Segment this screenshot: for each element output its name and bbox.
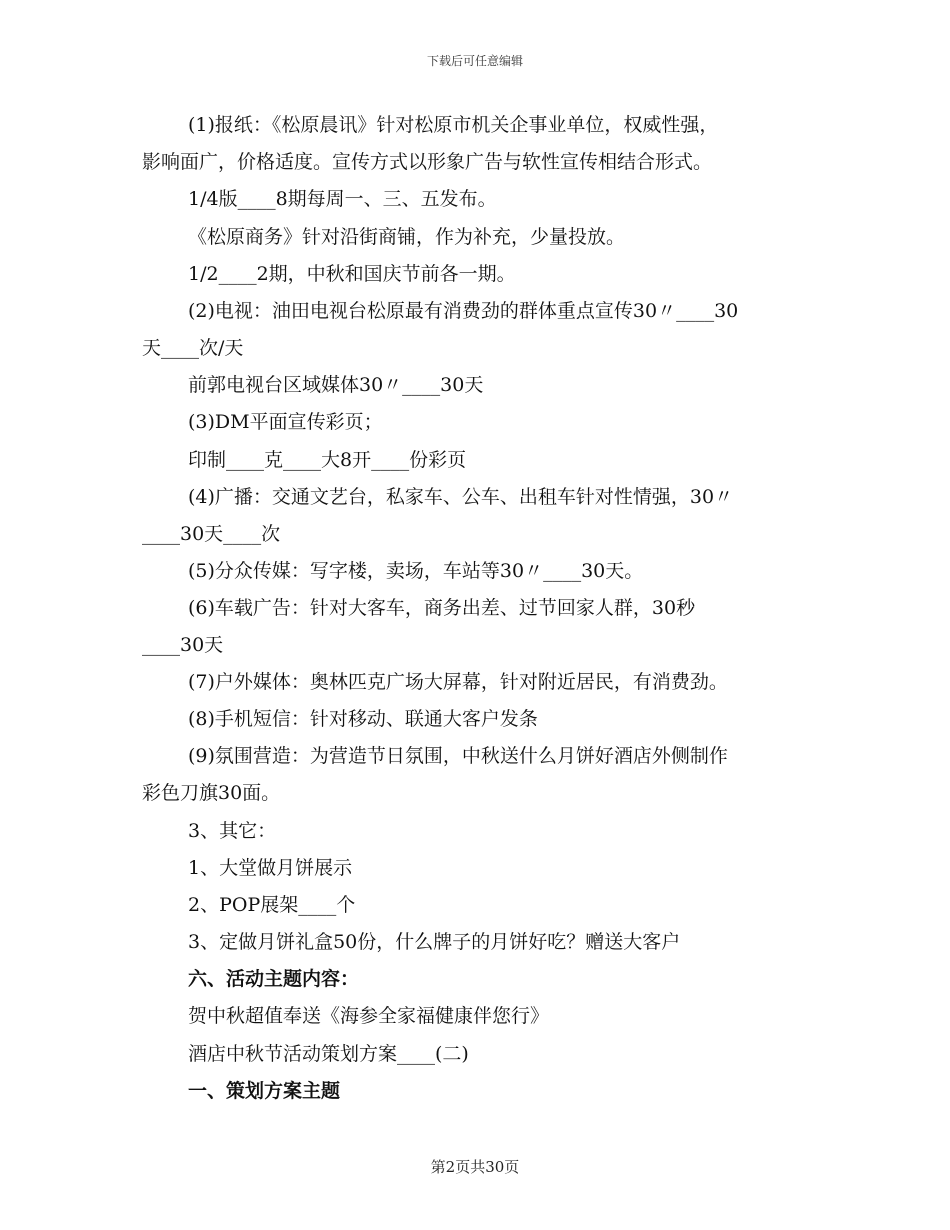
text-line: 《松原商务》针对沿街商铺，作为补充，少量投放。 (188, 226, 626, 248)
section-heading: 六、活动主题内容： (188, 968, 360, 990)
text-line: 3、定做月饼礼盒50份，什么牌子的月饼好吃？赠送大客户 (188, 931, 681, 953)
text-line: 影响面广，价格适度。宣传方式以形象广告与软性宣传相结合形式。 (142, 151, 713, 173)
text-line: 3、其它： (188, 820, 277, 842)
text-line: (6)车载广告：针对大客车，商务出差、过节回家人群，30秒 (188, 597, 696, 619)
text-line: 天____次/天 (142, 337, 244, 359)
text-line: (9)氛围营造：为营造节日氛围，中秋送什么月饼好酒店外侧制作 (188, 745, 728, 767)
text-line: (3)DM平面宣传彩页； (188, 411, 383, 433)
text-line: 1、大堂做月饼展示 (188, 857, 353, 879)
text-line: (4)广播：交通文艺台，私家车、公车、出租车针对性情强，30〃 (188, 486, 734, 508)
text-line: 贺中秋超值奉送《海参全家福健康伴您行》 (188, 1005, 550, 1027)
text-line: 印制____克____大8开____份彩页 (188, 449, 467, 471)
section-heading: 一、策划方案主题 (188, 1080, 341, 1102)
text-line: 1/4版____8期每周一、三、五发布。 (188, 188, 497, 210)
text-line: ____30天____次 (142, 523, 281, 545)
text-line: 1/2____2期，中秋和国庆节前各一期。 (188, 263, 516, 285)
page-footer: 第2页共30页 (430, 1158, 520, 1176)
text-line: ____30天 (142, 634, 224, 656)
text-line: (8)手机短信：针对移动、联通大客户发条 (188, 708, 538, 730)
text-line: 2、POP展架____个 (188, 894, 356, 916)
text-line: 彩色刀旗30面。 (142, 782, 281, 804)
text-line: 酒店中秋节活动策划方案____(二) (188, 1043, 469, 1065)
text-line: (2)电视：油田电视台松原最有消费劲的群体重点宣传30〃____30 (188, 300, 739, 322)
page-header: 下载后可任意编辑 (426, 54, 523, 68)
text-line: (7)户外媒体：奥林匹克广场大屏幕，针对附近居民，有消费劲。 (188, 671, 728, 693)
text-line: (1)报纸：《松原晨讯》针对松原市机关企事业单位，权威性强， (188, 114, 719, 136)
text-line: (5)分众传媒：写字楼，卖场，车站等30〃____30天。 (188, 560, 644, 582)
text-line: 前郭电视台区域媒体30〃____30天 (188, 374, 484, 396)
